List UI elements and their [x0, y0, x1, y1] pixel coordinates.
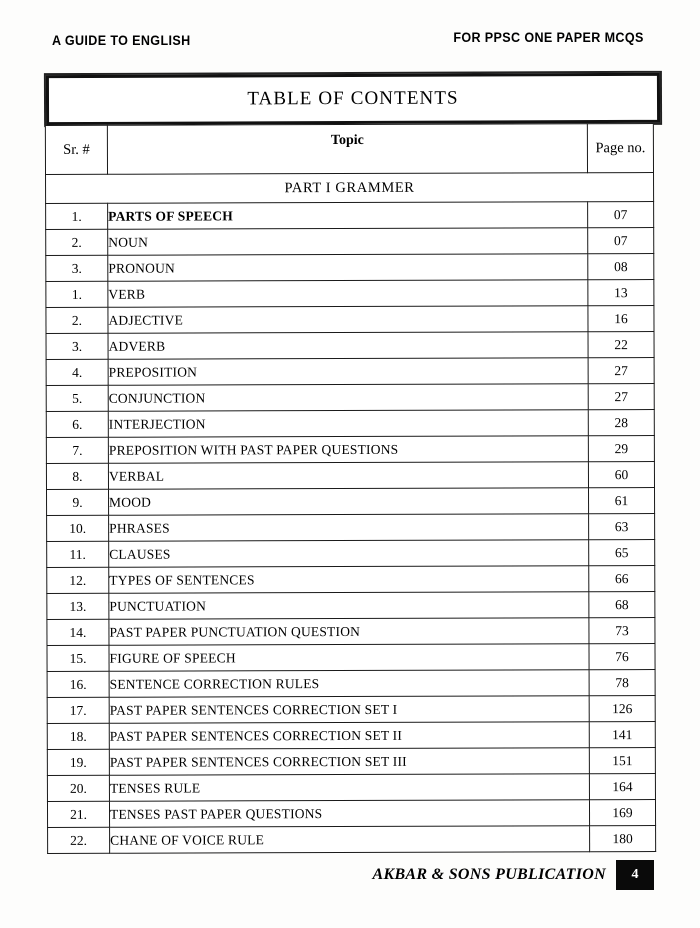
- table-of-contents-title-box: [46, 73, 660, 125]
- cell-topic: FIGURE OF SPEECH: [109, 644, 589, 672]
- table-row: [46, 462, 654, 490]
- cell-serial-number: 12.: [47, 567, 109, 593]
- cell-topic: ADVERB: [108, 332, 588, 360]
- cell-page-number: 28: [588, 410, 654, 436]
- section-header-row: [46, 173, 654, 204]
- cell-page-number: 164: [589, 774, 655, 800]
- cell-serial-number: 1.: [46, 203, 108, 229]
- table-of-contents-table: [45, 123, 656, 854]
- cell-serial-number: 22.: [48, 827, 110, 853]
- cell-serial-number: 18.: [47, 723, 109, 749]
- table-header-row: [45, 124, 653, 175]
- table-row: [47, 618, 655, 646]
- cell-serial-number: 2.: [46, 307, 108, 333]
- cell-serial-number: 1.: [46, 281, 108, 307]
- table-row: [47, 800, 655, 828]
- cell-page-number: 126: [589, 696, 655, 722]
- page-number-badge: 4: [616, 860, 654, 890]
- cell-serial-number: 19.: [47, 749, 109, 775]
- cell-topic: PREPOSITION: [108, 358, 588, 386]
- cell-topic: TYPES OF SENTENCES: [109, 566, 589, 594]
- cell-serial-number: 4.: [46, 359, 108, 385]
- table-row: [47, 592, 655, 620]
- cell-topic: CLAUSES: [109, 540, 589, 568]
- cell-page-number: 07: [588, 202, 654, 228]
- cell-topic: NOUN: [108, 228, 588, 256]
- page-footer: [373, 860, 654, 890]
- cell-topic: MOOD: [109, 488, 589, 516]
- cell-serial-number: 10.: [47, 515, 109, 541]
- cell-page-number: 65: [589, 540, 655, 566]
- cell-topic: CONJUNCTION: [108, 384, 588, 412]
- cell-serial-number: 11.: [47, 541, 109, 567]
- column-header-page: Page no.: [587, 124, 653, 173]
- table-row: [46, 254, 654, 282]
- cell-page-number: 66: [589, 566, 655, 592]
- table-row: [47, 722, 655, 750]
- cell-topic: PRONOUN: [108, 254, 588, 282]
- cell-topic: PAST PAPER SENTENCES CORRECTION SET III: [109, 748, 589, 776]
- table-row: [46, 306, 654, 334]
- table-row: [47, 644, 655, 672]
- cell-topic: VERBAL: [108, 462, 588, 490]
- page-title: TABLE OF CONTENTS: [247, 87, 459, 110]
- table-row: [46, 280, 654, 308]
- cell-topic: SENTENCE CORRECTION RULES: [109, 670, 589, 698]
- column-header-sr: Sr. #: [45, 125, 107, 174]
- cell-page-number: 63: [589, 514, 655, 540]
- table-row: [46, 202, 654, 230]
- cell-serial-number: 6.: [46, 411, 108, 437]
- cell-page-number: 13: [588, 280, 654, 306]
- cell-topic: VERB: [108, 280, 588, 308]
- table-row: [47, 774, 655, 802]
- table-row: [47, 696, 655, 724]
- cell-topic: CHANE OF VOICE RULE: [110, 826, 590, 854]
- cell-serial-number: 3.: [46, 333, 108, 359]
- cell-topic: ADJECTIVE: [108, 306, 588, 334]
- table-row: [48, 826, 656, 854]
- cell-page-number: 27: [588, 384, 654, 410]
- cell-serial-number: 2.: [46, 229, 108, 255]
- cell-topic: PHRASES: [109, 514, 589, 542]
- table-row: [47, 514, 655, 542]
- cell-serial-number: 7.: [46, 437, 108, 463]
- cell-topic: TENSES RULE: [109, 774, 589, 802]
- cell-page-number: 141: [589, 722, 655, 748]
- table-row: [47, 566, 655, 594]
- cell-serial-number: 15.: [47, 645, 109, 671]
- table-body: [46, 173, 656, 854]
- cell-serial-number: 17.: [47, 697, 109, 723]
- column-header-topic: Topic: [107, 124, 587, 175]
- cell-serial-number: 13.: [47, 593, 109, 619]
- cell-page-number: 78: [589, 670, 655, 696]
- cell-topic: PAST PAPER PUNCTUATION QUESTION: [109, 618, 589, 646]
- cell-page-number: 27: [588, 358, 654, 384]
- cell-topic: PARTS OF SPEECH: [108, 202, 588, 230]
- cell-topic: TENSES PAST PAPER QUESTIONS: [109, 800, 589, 828]
- cell-page-number: 169: [589, 800, 655, 826]
- table-row: [46, 384, 654, 412]
- cell-topic: PAST PAPER SENTENCES CORRECTION SET I: [109, 696, 589, 724]
- table-row: [46, 332, 654, 360]
- table-of-contents-table-wrapper: [45, 123, 655, 854]
- cell-page-number: 151: [589, 748, 655, 774]
- cell-page-number: 07: [588, 228, 654, 254]
- cell-serial-number: 8.: [46, 463, 108, 489]
- table-row: [46, 358, 654, 386]
- cell-serial-number: 3.: [46, 255, 108, 281]
- cell-page-number: 76: [589, 644, 655, 670]
- cell-page-number: 60: [588, 462, 654, 488]
- cell-page-number: 22: [588, 332, 654, 358]
- table-row: [46, 436, 654, 464]
- section-header-part-i: PART I GRAMMER: [46, 173, 654, 204]
- cell-page-number: 61: [588, 488, 654, 514]
- table-row: [46, 410, 654, 438]
- cell-serial-number: 9.: [47, 489, 109, 515]
- cell-page-number: 16: [588, 306, 654, 332]
- table-row: [47, 748, 655, 776]
- cell-topic: PREPOSITION WITH PAST PAPER QUESTIONS: [108, 436, 588, 464]
- cell-page-number: 29: [588, 436, 654, 462]
- cell-serial-number: 16.: [47, 671, 109, 697]
- publisher-name: AKBAR & SONS PUBLICATION: [372, 866, 606, 883]
- cell-topic: PAST PAPER SENTENCES CORRECTION SET II: [109, 722, 589, 750]
- cell-page-number: 73: [589, 618, 655, 644]
- table-header: [45, 124, 653, 175]
- table-row: [47, 488, 655, 516]
- table-row: [47, 540, 655, 568]
- cell-serial-number: 14.: [47, 619, 109, 645]
- cell-serial-number: 20.: [47, 775, 109, 801]
- cell-topic: PUNCTUATION: [109, 592, 589, 620]
- cell-serial-number: 21.: [47, 801, 109, 827]
- running-head: [52, 30, 652, 53]
- table-row: [47, 670, 655, 698]
- cell-topic: INTERJECTION: [108, 410, 588, 438]
- running-head-right: FOR PPSC ONE PAPER MCQS: [453, 30, 644, 45]
- cell-serial-number: 5.: [46, 385, 108, 411]
- cell-page-number: 68: [589, 592, 655, 618]
- cell-page-number: 08: [588, 254, 654, 280]
- cell-page-number: 180: [590, 826, 656, 852]
- table-row: [46, 228, 654, 256]
- running-head-left: A GUIDE TO ENGLISH: [52, 33, 191, 48]
